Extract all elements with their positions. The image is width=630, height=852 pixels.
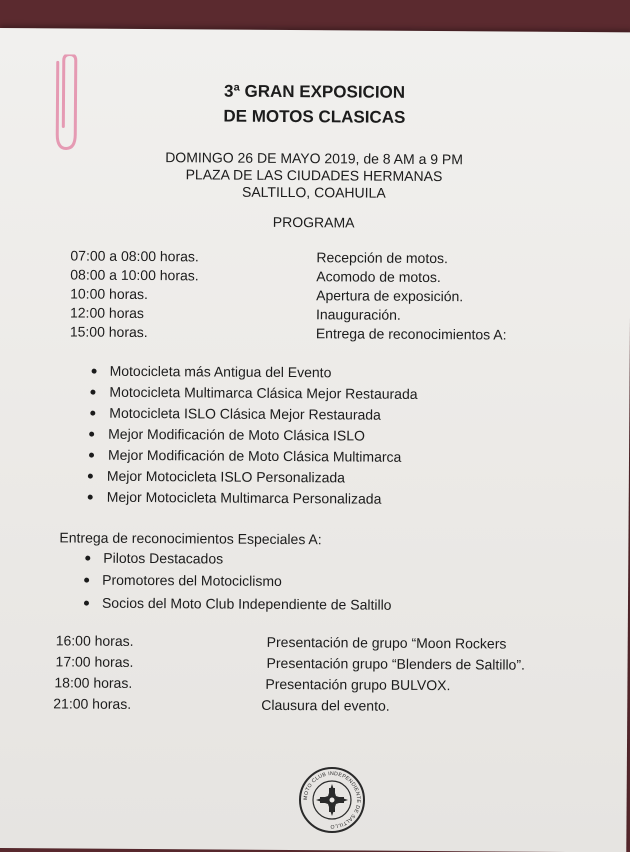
- bullet-icon: [85, 556, 90, 561]
- schedule-activity: Presentación de grupo “Moon Rockers: [266, 633, 507, 652]
- schedule-time: 17:00 horas.: [55, 653, 134, 670]
- special-award-item: Pilotos Destacados: [103, 549, 224, 567]
- club-seal-icon: [298, 766, 366, 834]
- award-item: Motocicleta ISLO Clásica Mejor Restaurada: [109, 404, 381, 423]
- bullet-icon: [90, 390, 95, 395]
- award-item: Mejor Modificación de Moto Clásica ISLO: [108, 425, 366, 444]
- special-award-item: Promotores del Motociclismo: [102, 571, 282, 589]
- award-item: Mejor Motocicleta ISLO Personalizada: [106, 467, 346, 486]
- special-award-item: Socios del Moto Club Independiente de Saltillo: [101, 594, 392, 613]
- bullet-icon: [88, 474, 93, 479]
- schedule-activity: Inauguración.: [315, 306, 401, 323]
- event-date: DOMINGO 26 DE MAYO 2019, de 8 AM a 9 PM: [165, 149, 464, 168]
- award-item: Mejor Motocicleta Multimarca Personalizada: [106, 488, 382, 507]
- schedule-activity: Clausura del evento.: [261, 696, 390, 714]
- schedule-time: 07:00 a 08:00 horas.: [70, 247, 199, 265]
- schedule-time: 15:00 horas.: [69, 323, 148, 341]
- schedule-activity: Apertura de exposición.: [316, 287, 464, 305]
- schedule-time: 12:00 horas: [69, 304, 145, 322]
- bullet-icon: [92, 369, 97, 374]
- schedule-time: 08:00 a 10:00 horas.: [70, 266, 199, 284]
- schedule-time: 10:00 horas.: [70, 285, 149, 303]
- bullet-icon: [89, 432, 94, 437]
- award-item: Motocicleta Multimarca Clásica Mejor Restaurada: [109, 383, 418, 402]
- special-awards-heading: Entrega de reconocimientos Especiales A:: [59, 529, 322, 548]
- schedule-time: 16:00 horas.: [55, 632, 134, 649]
- event-place: PLAZA DE LAS CIUDADES HERMANAS: [185, 166, 443, 185]
- event-city: SALTILLO, COAHUILA: [241, 183, 386, 201]
- schedule-activity: Entrega de reconocimientos A:: [315, 325, 507, 343]
- title-line-1: 3ª GRAN EXPOSICION: [223, 81, 406, 102]
- schedule-activity: Acomodo de motos.: [316, 268, 441, 286]
- schedule-activity: Presentación grupo “Blenders de Saltillo”.: [266, 654, 525, 673]
- bullet-icon: [88, 495, 93, 500]
- award-item: Motocicleta más Antigua del Evento: [109, 362, 332, 381]
- bullet-icon: [84, 578, 89, 583]
- document-sheet: [0, 28, 630, 852]
- paperclip-icon: [49, 54, 80, 152]
- title-line-2: DE MOTOS CLASICAS: [223, 106, 406, 127]
- schedule-time: 21:00 horas.: [53, 695, 132, 712]
- schedule-time: 18:00 horas.: [54, 674, 133, 691]
- schedule-activity: Recepción de motos.: [316, 249, 448, 267]
- schedule-activity: Presentación grupo BULVOX.: [265, 675, 451, 694]
- bullet-icon: [89, 453, 94, 458]
- bullet-icon: [84, 601, 89, 606]
- award-item: Mejor Modificación de Moto Clásica Multimarca: [107, 446, 402, 465]
- seal-text: MOTO CLUB INDEPENDIENTE DE SALTILLO: [302, 770, 362, 830]
- program-heading: PROGRAMA: [272, 213, 355, 231]
- bullet-icon: [90, 411, 95, 416]
